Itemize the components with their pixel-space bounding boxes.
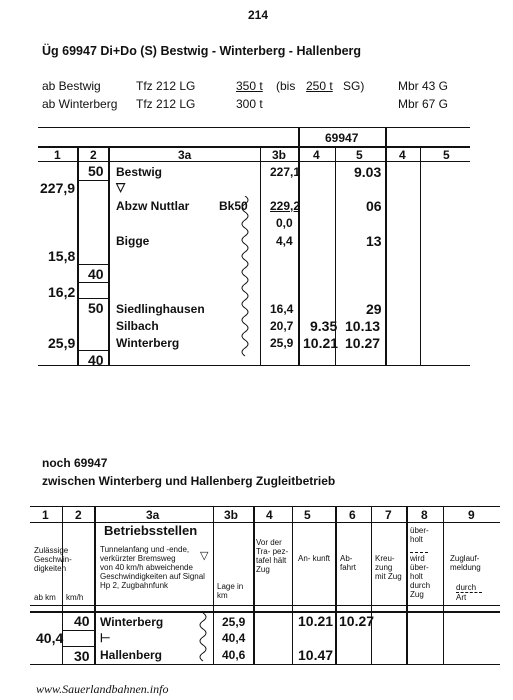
header-ankunft: An- kunft [298, 554, 331, 563]
station-km: 25,9 [222, 615, 246, 629]
wavy-line-icon [238, 196, 252, 358]
col-header-2: 2 [90, 148, 97, 162]
station-km: 40,4 [222, 631, 246, 645]
station-name: Abzw Nuttlar [116, 199, 190, 213]
speed-value: 30 [74, 648, 90, 664]
station-km: 20,7 [270, 319, 294, 333]
header-lage: Lage in km [217, 582, 244, 600]
loco-tfz: Tfz 212 LG [136, 97, 196, 111]
col-header-5: 5 [304, 508, 311, 522]
km-value: 15,8 [48, 248, 76, 264]
col-header-1: 1 [42, 508, 49, 522]
station-name: Winterberg [116, 336, 180, 350]
header-betriebsstellen: Betriebsstellen [104, 523, 198, 538]
section-subtitle: zwischen Winterberg und Hallenberg Zugleitbetrieb [42, 474, 336, 488]
header-tunnel: Tunnelanfang und -ende, verkürzter Bremsweg [100, 545, 190, 563]
brake-triangle-icon: ▽ [200, 550, 209, 562]
header-ab-km: ab km [34, 593, 56, 602]
col-header-5: 5 [356, 148, 363, 162]
header-vor: Vor der Tra- pez- tafel hält Zug [256, 538, 289, 574]
brake-icon: ▽ [116, 180, 126, 194]
train-number: 69947 [325, 131, 359, 145]
col-header-7: 7 [385, 508, 392, 522]
station-km: 16,4 [270, 302, 294, 316]
header-ueberholt-durch: über- holt durch Zug [410, 563, 431, 599]
station-name: Siedlinghausen [116, 302, 205, 316]
loco-load2: 250 t [306, 79, 333, 93]
header-durch: durch [456, 583, 477, 592]
loco-from: ab Bestwig [42, 79, 101, 93]
station-name: Silbach [116, 319, 159, 333]
header-zuglaufmeldung: Zuglauf- meldung [450, 554, 481, 572]
speed-value: 40 [88, 352, 104, 368]
km-value: 16,2 [48, 284, 76, 300]
station-km: 4,4 [276, 234, 293, 248]
departure-time: 06 [366, 198, 382, 214]
col-header-5b: 5 [443, 148, 450, 162]
station-name: Bigge [116, 234, 150, 248]
header-art: Art [456, 593, 467, 602]
speed-value: 50 [88, 300, 104, 316]
footer-website: www.Sauerlandbahnen.info [36, 682, 169, 696]
departure-time: 29 [366, 301, 382, 317]
page-title: Üg 69947 Di+Do (S) Bestwig - Winterberg - Hallenberg [42, 44, 362, 58]
col-header-4b: 4 [399, 148, 406, 162]
loco-bis: (bis [276, 79, 296, 93]
header-ueberholt-top: über- holt [410, 526, 429, 544]
km-value: 40,4 [36, 630, 64, 646]
station-km: 40,6 [222, 648, 246, 662]
station-km: 227,1 [270, 165, 301, 179]
col-header-4: 4 [313, 148, 320, 162]
km-value: 25,9 [48, 335, 76, 351]
arrival-time: 10.21 [303, 335, 339, 351]
speed-value: 50 [88, 163, 104, 179]
col-header-2: 2 [75, 508, 82, 522]
departure-time: 9.03 [354, 164, 382, 180]
loco-from: ab Winterberg [42, 97, 118, 111]
page-number: 214 [248, 8, 269, 22]
col-header-3a: 3a [146, 508, 160, 522]
block-label: Bk50 [219, 199, 248, 213]
arrival-time: 10.47 [298, 647, 334, 663]
header-abfahrt: Ab- fahrt [340, 554, 357, 572]
col-header-3b: 3b [224, 508, 239, 522]
col-header-9: 9 [468, 508, 475, 522]
loco-load: 350 t [236, 79, 263, 93]
header-zulaessige: Zulässige Geschwin- digkeiten [34, 546, 72, 573]
speed-value: 40 [74, 613, 90, 629]
col-header-3a: 3a [178, 148, 192, 162]
col-header-1: 1 [54, 148, 61, 162]
station-km: 229,2 [270, 199, 301, 213]
station-km: 25,9 [270, 336, 294, 350]
loco-sg: SG) [343, 79, 365, 93]
wavy-line-icon [196, 613, 210, 663]
arrival-time: 10.21 [298, 613, 334, 629]
km-value: 227,9 [40, 180, 76, 196]
header-kmh: km/h [66, 593, 84, 602]
loco-load: 300 t [236, 97, 263, 111]
departure-time: 13 [366, 233, 382, 249]
header-kreuzung: Kreu- zung mit Zug [375, 554, 402, 581]
speed-value: 40 [88, 266, 104, 282]
loco-mbr: Mbr 67 G [398, 97, 449, 111]
departure-time: 10.13 [345, 318, 381, 334]
station-km: 0,0 [276, 216, 293, 230]
station-name: Bestwig [116, 165, 163, 179]
loco-mbr: Mbr 43 G [398, 79, 449, 93]
header-wird: wird [410, 554, 425, 563]
station-name: Winterberg [100, 615, 164, 629]
arrival-time: 9.35 [310, 318, 338, 334]
continuation-label: noch 69947 [42, 456, 108, 470]
col-header-6: 6 [349, 508, 356, 522]
loco-tfz: Tfz 212 LG [136, 79, 196, 93]
departure-time: 10.27 [339, 613, 375, 629]
station-name: Hallenberg [100, 648, 163, 662]
col-header-3b: 3b [272, 148, 287, 162]
col-header-4: 4 [266, 508, 273, 522]
header-tunnel-detail: von 40 km/h abweichende Geschwindigkeiten auf Signal Hp 2, Zugbahnfunk [100, 563, 205, 590]
departure-time: 10.27 [345, 335, 381, 351]
marker-icon: ⊢ [100, 631, 111, 645]
col-header-8: 8 [421, 508, 428, 522]
